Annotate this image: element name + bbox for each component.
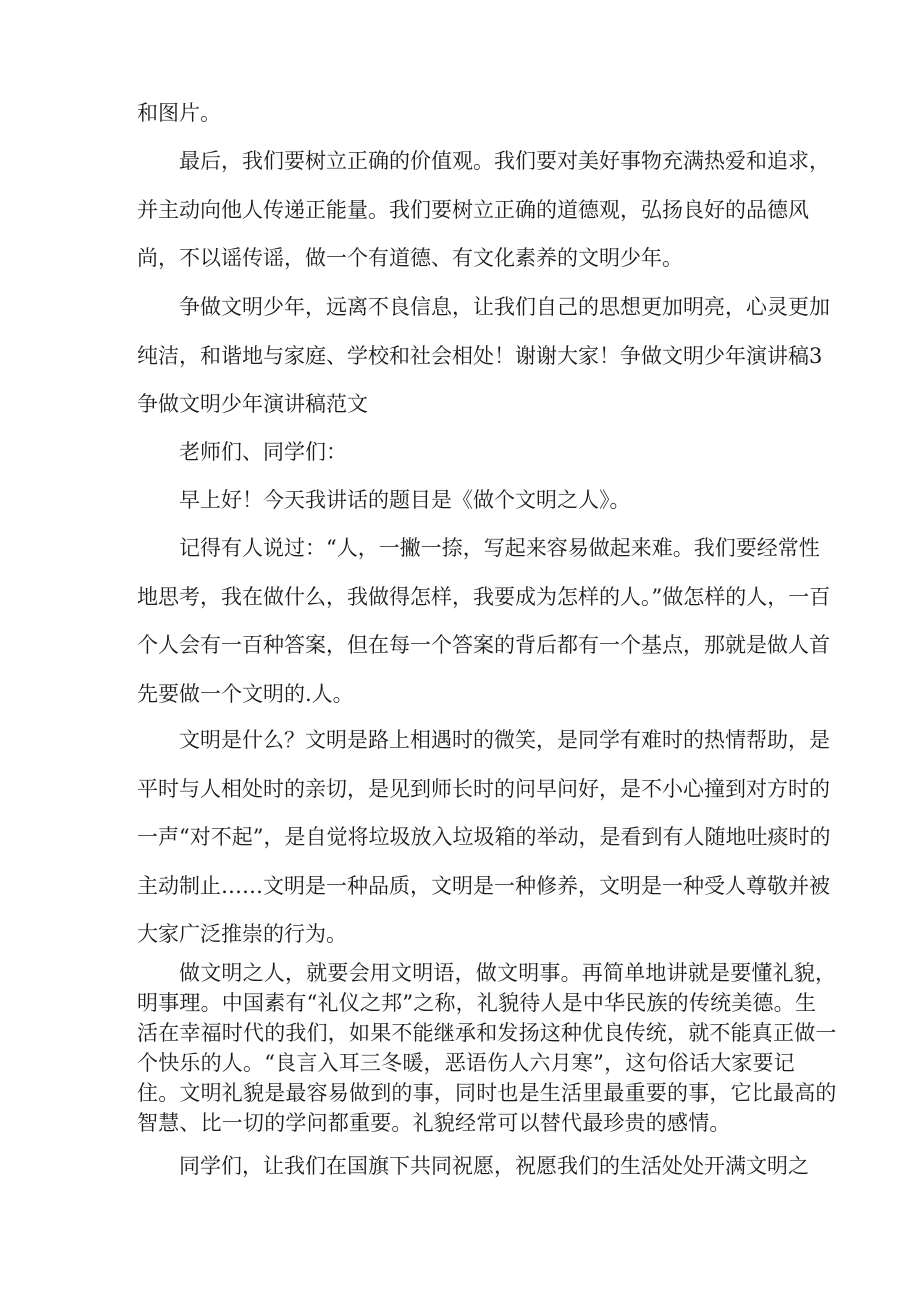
paragraph-quote: 记得有人说过：“人，一撇一捺，写起来容易做起来难。我们要经常性地思考，我在做什么，我做得怎样，我要成为怎样的人。”做怎样的人，一百个人会有一百种答案，但在每一个答案的背后都有一个基点，那就是做人首先要做一个文明的.人。 [137, 536, 831, 706]
paragraph-civil-person: 做文明之人，就要会用文明语，做文明事。再简单地讲就是要懂礼貌，明事理。中国素有“礼仪之邦”之称，礼貌待人是中华民族的传统美德。生活在幸福时代的我们，如果不能继承和发扬这种优良传统，就不能真正做一个快乐的人。“良言入耳三冬暖，恶语伤人六月寒”，这句俗话大家要记住。文明礼貌是最容易做到的事，同时也是生活里最重要的事，它比最高的智慧、比一切的学问都重要。礼貌经常可以替代最珍贵的感情。 [137, 961, 837, 1135]
paragraph-values: 最后，我们要树立正确的价值观。我们要对美好事物充满热爱和追求，并主动向他人传递正能量。我们要树立正确的道德观，弘扬良好的品德风尚，不以谣传谣，做一个有道德、有文化素养的文明少年。 [137, 149, 830, 270]
paragraph-what-is-civility: 文明是什么？文明是路上相遇时的微笑，是同学有难时的热情帮助，是平时与人相处时的亲切，是见到师长时的问早问好，是不小心撞到对方时的一声“对不起”，是自觉将垃圾放入垃圾箱的举动，是看到有人随地吐痰时的主动制止……文明是一种品质，文明是一种修养，文明是一种受人尊敬并被大家广泛推崇的行为。 [137, 728, 831, 946]
paragraph-conclusion: 争做文明少年，远离不良信息，让我们自己的思想更加明亮，心灵更加纯洁，和谐地与家庭、学校和社会相处！谢谢大家！争做文明少年演讲稿3争做文明少年演讲稿范文 [137, 295, 830, 416]
paragraph-greeting-audience: 老师们、同学们： [179, 440, 347, 464]
paragraph-closing: 同学们，让我们在国旗下共同祝愿，祝愿我们的生活处处开满文明之 [179, 1154, 809, 1178]
paragraph-continuation: 和图片。 [137, 101, 221, 125]
paragraph-greeting-title: 早上好！今天我讲话的题目是《做个文明之人》。 [179, 488, 631, 512]
